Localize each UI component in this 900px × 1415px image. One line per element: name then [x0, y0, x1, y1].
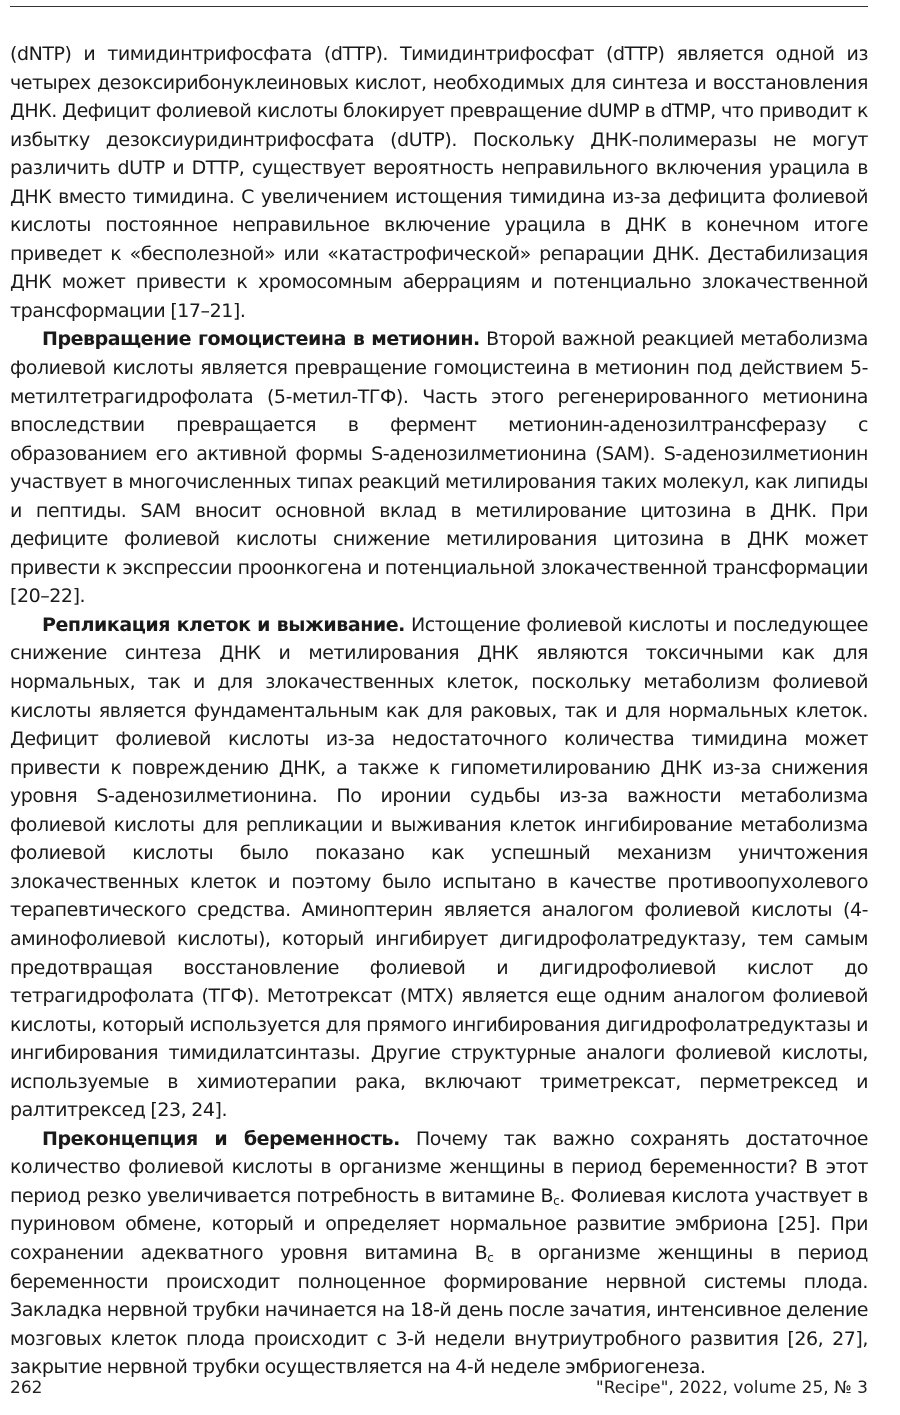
- paragraph-continuation: [10, 40, 868, 325]
- article-body: [10, 40, 868, 1382]
- section-heading: Репликация клеток и выживание.: [42, 613, 405, 636]
- paragraph-text: Истощение фолиевой кислоты и последующее снижение синтеза ДНК и метилирования ДНК являются токсичными как для нормальных, так и для злокачественных клеток, поскольку метаболизм фолиевой кислоты является фундаментальным как для раковых, так и для нормальных клеток. Дефицит фолиевой кислоты из-за недостаточного количества тимидина может привести к повреждению ДНК, а также к гипометилированию ДНК из-за снижения уровня S-аденозилметионина. По иронии судьбы из-за важности метаболизма фолиевой кислоты для репликации и выживания клеток ингибирование метаболизма фолиевой кислоты было показано как успешный механизм уничтожения злокачественных клеток и поэтому было испытано в качестве противоопухолевого терапевтического средства. Аминоптерин является аналогом фолиевой кислоты (4-аминофолиевой кислоты), который ингибирует дигидрофолатредуктазу, тем самым предотвращая восстановление фолиевой и дигидрофолиевой кислот до тетрагидрофолата (ТГФ). Метотрексат (MTX) является еще одним аналогом фолиевой кислоты, который используется для прямого ингибирования дигидрофолатредуктазы и ингибирования тимидилатсинтазы. Другие структурные аналоги фолиевой кислоты, используемые в химиотерапии рака, включают триметрексат, перметрексед и ралтитрексед [23, 24].: [10, 613, 868, 1122]
- paragraph-text: в организме женщины в период беременности происходит полноценное формирование нервной системы плода. Закладка нервной трубки начинается на 18-й день после зачатия, интенсивное деление мозговых клеток плода происходит с 3-й недели внутриутробного развития [26, 27], закрытие нервной трубки осуществляется на 4-й неделе эмбриогенеза.: [10, 1241, 868, 1379]
- paragraph-text: (dNTP) и тимидинтрифосфата (dTTP). Тимидинтрифосфат (dTTP) является одной из четырех дезоксирибонуклеиновых кислот, необходимых для синтеза и восстановления ДНК. Дефицит фолиевой кислоты блокирует превращение dUMP в dTMP, что приводит к избытку дезоксиуридинтрифосфата (dUTP). Поскольку ДНК-полимеразы не могут различить dUTP и DTTP, существует вероятность неправильного включения урацила в ДНК вместо тимидина. С увеличением истощения тимидина из-за дефицита фолиевой кислоты постоянное неправильное включение урацила в ДНК в конечном итоге приведет к «бесполезной» или «катастрофической» репарации ДНК. Дестабилизация ДНК может привести к хромосомным аберрациям и потенциально злокачественной трансформации [17–21].: [10, 43, 868, 322]
- page-number: 262: [10, 1378, 43, 1398]
- paragraph-text: Второй важной реакцией метаболизма фолиевой кислоты является превращение гомоцистеина в метионин под действием 5-метилтетрагидрофолата (5-метил-ТГФ). Часть этого регенерированного метионина впоследствии превращается в фермент метионин-аденозилтрансферазу с образованием его активной формы S-аденозилметионина (SAM). S-аденозилметионин участвует в многочисленных типах реакций метилирования таких молекул, как липиды и пептиды. SAM вносит основной вклад в метилирование цитозина в ДНК. При дефиците фолиевой кислоты снижение метилирования цитозина в ДНК может привести к экспрессии проонкогена и потенциальной злокачественной трансформации [20–22].: [10, 328, 868, 608]
- page-footer: [10, 1378, 868, 1398]
- vitamin-subscript: c: [487, 1250, 494, 1265]
- vitamin-subscript: c: [553, 1193, 560, 1208]
- section-heading: Превращение гомоцистеина в метионин.: [42, 328, 480, 351]
- header-rule: [10, 6, 868, 7]
- journal-citation: "Recipe", 2022, volume 25, № 3: [595, 1378, 868, 1398]
- paragraph-text: . Фолиевая кислота участвует в пуриновом обмене, который и определяет нормальное развитие эмбриона [25]. При сохранении адекватного уровня витамина В: [10, 1184, 868, 1264]
- paragraph-replication: [10, 611, 868, 1125]
- paragraph-homocysteine: [10, 325, 868, 610]
- section-heading: Преконцепция и беременность.: [42, 1127, 400, 1150]
- paragraph-pregnancy: [10, 1125, 868, 1382]
- paragraph-text: Почему так важно сохранять достаточное количество фолиевой кислоты в организме женщины в период беременности? В этот период резко увеличивается потребность в витамине В: [10, 1127, 869, 1207]
